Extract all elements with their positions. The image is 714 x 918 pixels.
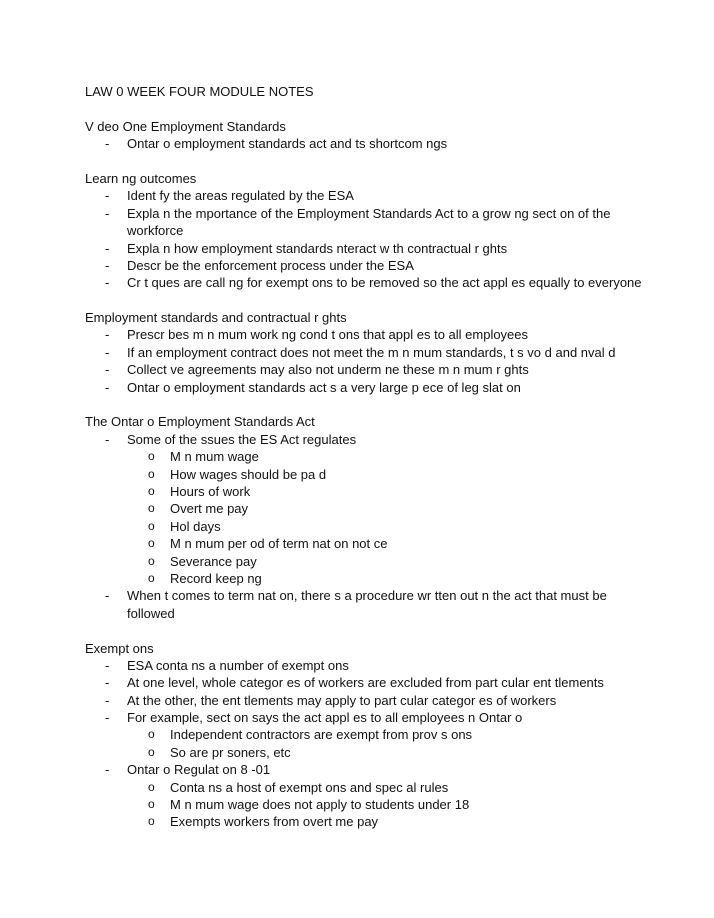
dash-bullet: -: [105, 344, 110, 360]
sub-list-item: [85, 483, 645, 500]
circle-bullet: o: [148, 727, 155, 742]
dash-bullet: -: [105, 257, 110, 273]
list-item-text: Some of the ssues the ES Act regulates: [127, 431, 357, 447]
circle-bullet: o: [148, 570, 155, 585]
list-item: [85, 257, 645, 274]
sub-list-item: [85, 535, 645, 552]
circle-bullet: o: [148, 553, 155, 568]
sub-list-item-text: Independent contractors are exempt from prov s ons: [170, 727, 473, 743]
list-item: [85, 587, 645, 604]
sub-list-item-text: Hours of work: [170, 483, 251, 499]
list-item-text: At the other, the ent tlements may apply to part cular categor es of workers: [127, 692, 557, 708]
circle-bullet: o: [148, 779, 155, 794]
document-title: LAW 0 WEEK FOUR MODULE NOTES: [85, 84, 314, 99]
sub-list-item: [85, 744, 645, 761]
dash-bullet: -: [105, 692, 110, 708]
circle-bullet: o: [148, 797, 155, 812]
sub-list-item-text: M n mum wage does not apply to students under 18: [170, 797, 470, 813]
list-item: [85, 674, 645, 691]
sub-list-item-text: Record keep ng: [170, 570, 262, 586]
list-item: [85, 761, 645, 778]
sub-list-item: [85, 500, 645, 517]
sub-list-item-text: So are pr soners, etc: [170, 744, 291, 760]
circle-bullet: o: [148, 501, 155, 516]
section-heading-video: V deo One Employment Standards: [85, 118, 286, 134]
sub-list-item-text: Hol days: [170, 518, 221, 534]
circle-bullet: o: [148, 814, 155, 829]
list-item: [85, 240, 645, 257]
sub-list-item: [85, 553, 645, 570]
list-item: [85, 361, 645, 378]
dash-bullet: -: [105, 240, 110, 256]
dash-bullet: -: [105, 362, 110, 378]
spacer: [85, 153, 645, 170]
list-item: [85, 431, 645, 448]
sub-list-item-text: M n mum per od of term nat on not ce: [170, 536, 388, 552]
dash-bullet: -: [105, 657, 110, 673]
list-item: [85, 692, 645, 709]
list-item-text: Prescr bes m n mum work ng cond t ons that appl es to all employees: [127, 327, 529, 343]
list-item: [85, 709, 645, 726]
dash-bullet: -: [105, 205, 110, 221]
sub-list-item: [85, 726, 645, 743]
section-heading-contractual: Employment standards and contractual r ghts: [85, 310, 347, 326]
dash-bullet: -: [105, 188, 110, 204]
list-item: [85, 657, 645, 674]
sub-list-item: [85, 448, 645, 465]
list-item-text: For example, sect on says the act appl es to all employees n Ontar o: [127, 710, 523, 726]
notes-body: [85, 83, 645, 831]
list-item-text: If an employment contract does not meet the m n mum standards, t s vo d and nval d: [127, 344, 616, 360]
section-heading-exemptions: Exempt ons: [85, 640, 154, 656]
circle-bullet: o: [148, 536, 155, 551]
spacer: [85, 292, 645, 309]
list-item-text: ESA conta ns a number of exempt ons: [127, 657, 349, 673]
list-item-text: Descr be the enforcement process under the ESA: [127, 257, 414, 273]
list-item-text: Cr t ques are call ng for exempt ons to be removed so the act appl es equally to everyone: [127, 275, 642, 291]
list-item-text: Ontar o employment standards act s a very large p ece of leg slat on: [127, 379, 521, 395]
list-item-text: Ident fy the areas regulated by the ESA: [127, 188, 354, 204]
dash-bullet: -: [105, 431, 110, 447]
list-item: [85, 326, 645, 343]
circle-bullet: o: [148, 483, 155, 498]
list-item-continuation: followed: [127, 605, 175, 621]
list-item: [85, 135, 645, 152]
sub-list-item-text: Exempts workers from overt me pay: [170, 814, 379, 830]
sub-list-item: [85, 796, 645, 813]
sub-list-item: [85, 779, 645, 796]
list-item-continuation: workforce: [127, 223, 184, 239]
sub-list-item: [85, 570, 645, 587]
sub-list-item-text: Severance pay: [170, 553, 257, 569]
dash-bullet: -: [105, 136, 110, 152]
dash-bullet: -: [105, 675, 110, 691]
dash-bullet: -: [105, 588, 110, 604]
list-item-text: Ontar o Regulat on 8 -01: [127, 762, 271, 778]
spacer: [85, 100, 645, 117]
sub-list-item: [85, 518, 645, 535]
list-item: [85, 274, 645, 291]
section-heading-esa: The Ontar o Employment Standards Act: [85, 414, 315, 430]
list-item: [85, 205, 645, 222]
list-item-text: Ontar o employment standards act and ts shortcom ngs: [127, 136, 448, 152]
spacer: [85, 622, 645, 639]
section-heading-outcomes: Learn ng outcomes: [85, 170, 197, 186]
sub-list-item-text: M n mum wage: [170, 449, 259, 465]
dash-bullet: -: [105, 275, 110, 291]
list-item-text: Expla n how employment standards nteract w th contractual r ghts: [127, 240, 508, 256]
dash-bullet: -: [105, 379, 110, 395]
list-item-text: At one level, whole categor es of workers are excluded from part cular ent tlements: [127, 675, 604, 691]
sub-list-item-text: Conta ns a host of exempt ons and spec al rules: [170, 779, 449, 795]
list-item: [85, 344, 645, 361]
list-item-text: Expla n the mportance of the Employment Standards Act to a grow ng sect on of the: [127, 205, 611, 221]
sub-list-item-text: Overt me pay: [170, 501, 249, 517]
dash-bullet: -: [105, 710, 110, 726]
sub-list-item: [85, 813, 645, 830]
circle-bullet: o: [148, 518, 155, 533]
dash-bullet: -: [105, 327, 110, 343]
list-item-text: When t comes to term nat on, there s a procedure wr tten out n the act that must be: [127, 588, 607, 604]
circle-bullet: o: [148, 744, 155, 759]
spacer: [85, 396, 645, 413]
circle-bullet: o: [148, 449, 155, 464]
circle-bullet: o: [148, 466, 155, 481]
sub-list-item: [85, 466, 645, 483]
sub-list-item-text: How wages should be pa d: [170, 466, 327, 482]
dash-bullet: -: [105, 762, 110, 778]
list-item-text: Collect ve agreements may also not underm ne these m n mum r ghts: [127, 362, 529, 378]
list-item: [85, 379, 645, 396]
list-item: [85, 187, 645, 204]
